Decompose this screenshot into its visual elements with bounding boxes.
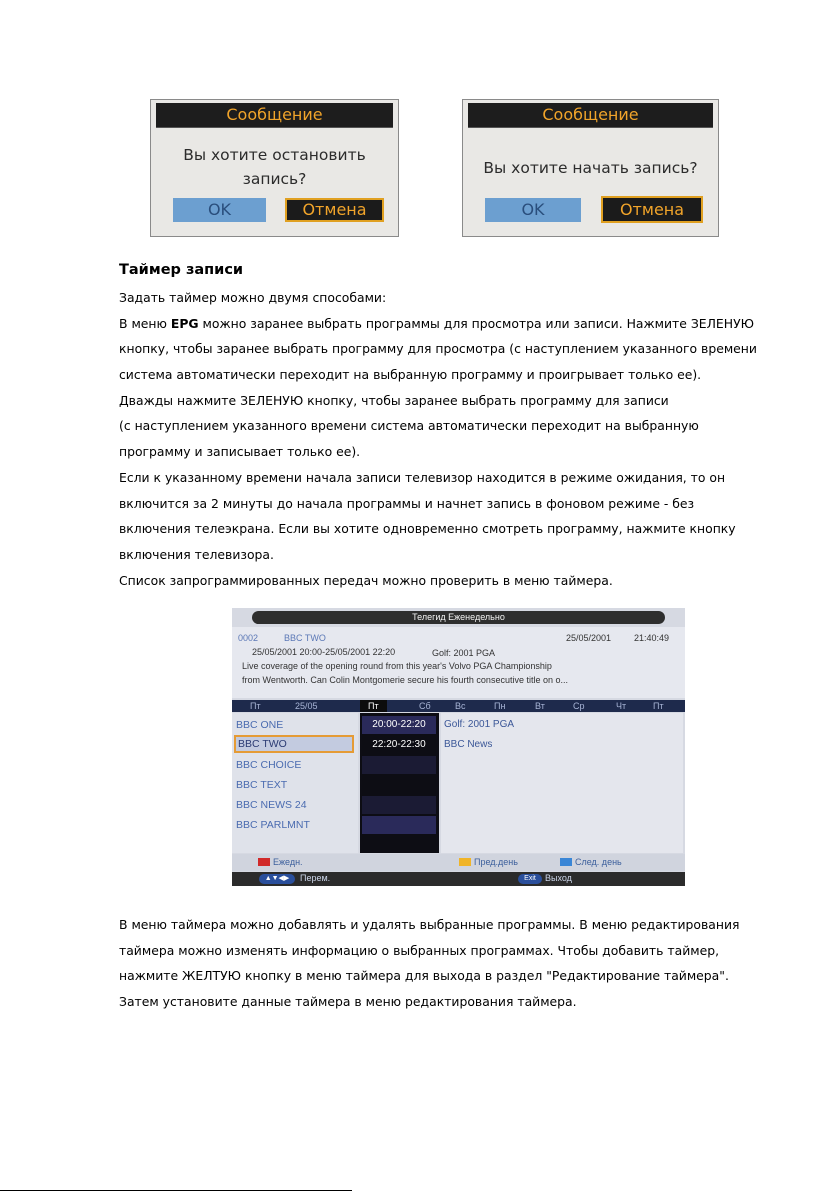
day-tab[interactable]: Пн: [494, 701, 506, 711]
text-fragment: В меню: [119, 315, 171, 331]
text-fragment: можно заранее выбрать программы для просмотра или записи. Нажмите ЗЕЛЕНУЮ: [198, 315, 754, 331]
day-tab[interactable]: Пт: [653, 701, 664, 711]
start-recording-dialog: [462, 99, 719, 237]
channel-item[interactable]: BBC PARLMNT: [236, 819, 310, 831]
ok-button[interactable]: OK: [173, 198, 266, 222]
program-title[interactable]: Golf: 2001 PGA: [444, 719, 515, 730]
day-tab[interactable]: Вт: [535, 701, 545, 711]
text-line: Затем установите данные таймера в меню редактирования таймера.: [119, 994, 577, 1010]
legend-yellow: [459, 857, 518, 867]
time-slot[interactable]: 22:20-22:30: [372, 739, 426, 750]
empty-slot: [362, 816, 436, 834]
stop-recording-dialog: [150, 99, 399, 237]
legend-red-label: Ежедн.: [273, 857, 303, 867]
text-line: система автоматически переходит на выбранную программу и проигрывает только ее).: [119, 367, 702, 383]
yellow-key-icon: [459, 858, 471, 866]
arrow-keys-icon: ▲▼◀▶: [259, 874, 295, 884]
date-label: 25/05: [295, 701, 318, 711]
channel-item[interactable]: BBC TEXT: [236, 779, 288, 791]
event-title: Golf: 2001 PGA: [432, 648, 496, 658]
exit-key-icon: Exit: [518, 874, 542, 884]
cancel-button[interactable]: Отмена: [285, 198, 384, 222]
dialog-message: Вы хотите остановить запись?: [183, 146, 366, 188]
blue-key-icon: [560, 858, 572, 866]
text-line: нажмите ЖЕЛТУЮ кнопку в меню таймера для выхода в раздел "Редактирование таймера".: [119, 968, 729, 984]
legend-blue: [560, 857, 622, 867]
text-line: [119, 311, 757, 337]
channel-list: [232, 713, 358, 853]
event-description-line: Live coverage of the opening round from this year's Volvo PGA Championship: [242, 661, 552, 671]
epg-weekly-guide-screen: [232, 608, 685, 886]
footer-divider: [0, 1190, 352, 1191]
epg-keyword: EPG: [170, 315, 199, 331]
text-line: включится за 2 минуты до начала программы и начнет запись в фоновом режиме - без: [119, 495, 695, 511]
text-line: таймера можно изменять информацию о выбранных программах. Чтобы добавить таймер,: [119, 942, 720, 958]
channel-number: 0002: [238, 633, 259, 643]
ok-button[interactable]: OK: [485, 198, 581, 222]
day-tab[interactable]: Ср: [573, 701, 585, 711]
color-key-legend: [232, 854, 685, 871]
empty-slot: [362, 796, 436, 814]
empty-slot: [362, 756, 436, 774]
legend-red: [258, 857, 303, 867]
current-date: 25/05/2001: [566, 633, 612, 643]
red-key-icon: [258, 858, 270, 866]
exit-label: Выход: [545, 873, 572, 883]
text-line: кнопку, чтобы заранее выбрать программу для просмотра (с наступлением указанного времени: [119, 341, 757, 357]
day-tab-active[interactable]: Пт: [360, 700, 387, 712]
program-title[interactable]: BBC News: [444, 739, 493, 750]
text-line: В меню таймера можно добавлять и удалять выбранные программы. В меню редактирования: [119, 917, 740, 932]
day-label: Пт: [250, 701, 261, 711]
day-tab[interactable]: Чт: [616, 701, 627, 711]
channel-item-selected[interactable]: BBC TWO: [234, 735, 354, 753]
channel-item[interactable]: BBC CHOICE: [236, 759, 302, 771]
day-selector-bar: [232, 700, 685, 712]
event-time: 25/05/2001 20:00-25/05/2001 22:20: [252, 647, 396, 657]
navigate-label: Перем.: [300, 873, 331, 883]
timer-menu-paragraph: [119, 912, 740, 1015]
text-line: включения телеэкрана. Если вы хотите одновременно смотреть программу, нажмите кнопку: [119, 521, 736, 537]
dialog-title: Сообщение: [468, 103, 713, 128]
text-line: включения телевизора.: [119, 546, 274, 562]
current-time: 21:40:49: [634, 633, 670, 643]
channel-name: BBC TWO: [284, 633, 326, 643]
instructions-paragraph: [119, 285, 757, 593]
channel-item[interactable]: BBC NEWS 24: [236, 799, 307, 811]
epg-info-panel: [232, 627, 685, 698]
cancel-button[interactable]: Отмена: [601, 196, 703, 223]
text-line: Список запрограммированных передач можно проверить в меню таймера.: [119, 572, 613, 588]
text-line: Если к указанному времени начала записи телевизор находится в режиме ожидания, то он: [119, 469, 726, 485]
epg-title: Телегид Еженедельно: [252, 611, 665, 624]
legend-blue-label: След. день: [575, 857, 622, 867]
day-tab[interactable]: Сб: [419, 701, 431, 711]
text-line: Задать таймер можно двумя способами:: [119, 290, 387, 305]
program-column: [441, 713, 683, 853]
day-tab[interactable]: Вс: [455, 701, 466, 711]
time-column: [360, 713, 439, 853]
dialog-title: Сообщение: [156, 103, 393, 128]
text-line: (с наступлением указанного времени система автоматически переходит на выбранную: [119, 418, 699, 434]
text-line: программу и записывает только ее).: [119, 444, 361, 460]
channel-item[interactable]: BBC ONE: [236, 719, 284, 731]
dialog-message: Вы хотите начать запись?: [483, 159, 698, 177]
time-slot[interactable]: 20:00-22:20: [362, 716, 436, 734]
section-title: Таймер записи: [119, 262, 244, 278]
epg-hint-bar: [232, 872, 685, 886]
event-description-line: from Wentworth. Can Colin Montgomerie secure his fourth consecutive title on o...: [242, 675, 568, 685]
text-line: Дважды нажмите ЗЕЛЕНУЮ кнопку, чтобы заранее выбрать программу для записи: [119, 392, 669, 408]
legend-yellow-label: Пред.день: [474, 857, 518, 867]
